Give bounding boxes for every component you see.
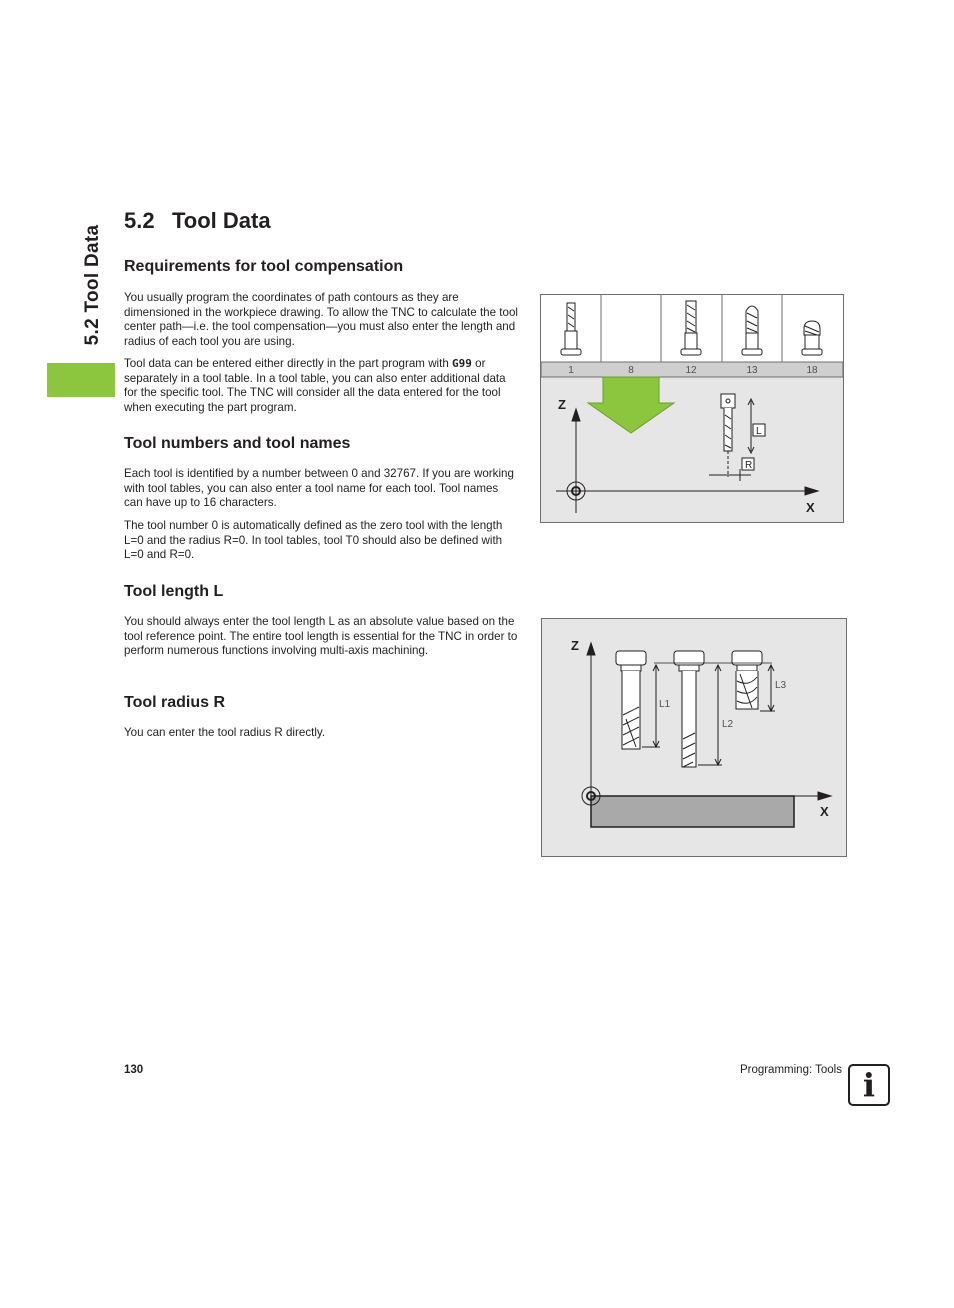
chapter-title-text: Tool Data <box>172 208 271 233</box>
dimension-l2-label: L2 <box>722 719 734 730</box>
tool-number-label-3: 12 <box>685 365 697 376</box>
paragraph-requirements-2-before: Tool data can be entered either directly in the part program with <box>124 357 453 370</box>
tool-number-label-1: 1 <box>568 365 574 376</box>
heading-tool-numbers: Tool numbers and tool names <box>124 435 351 452</box>
tool-number-label-5: 18 <box>806 365 818 376</box>
heading-tool-length: Tool length L <box>124 583 224 600</box>
sidebar-accent-bar <box>47 363 115 397</box>
sidebar-chapter-tab <box>78 212 108 357</box>
dimension-l3-label: L3 <box>775 680 787 691</box>
tool-call-arrow-icon <box>588 377 674 433</box>
axis-x-label-2: X <box>820 804 829 819</box>
info-icon <box>848 1064 890 1106</box>
paragraph-tool-radius-1: You can enter the tool radius R directly. <box>124 726 326 739</box>
dimension-l2 <box>698 665 722 765</box>
sidebar-tab-label: 5.2 Tool Data <box>82 224 103 345</box>
axis-z-label-2: Z <box>571 638 579 653</box>
tool-number-label-2: 8 <box>628 365 634 376</box>
chapter-number: 5.2 <box>124 208 155 233</box>
axis-z-label: Z <box>558 397 566 412</box>
heading-tool-radius: Tool radius R <box>124 694 226 711</box>
code-g99: G99 <box>452 357 472 370</box>
paragraph-requirements-2-after: or separately in a tool table. In a tool table, you can also enter additional data for the specific tool. The TNC will consider all the data entered for the tool when executing the part program. <box>124 357 506 414</box>
dimension-l1-label: L1 <box>659 699 671 710</box>
info-icon-glyph: i <box>862 1066 876 1104</box>
page-number: 130 <box>124 1064 144 1076</box>
workpiece-block <box>591 796 794 827</box>
paragraph-tool-numbers-1: Each tool is identified by a number between 0 and 32767. If you are working with tool tables, you can also enter a tool name for each tool. Tool names can have up to 16 characters. <box>124 467 514 509</box>
paragraph-tool-length-1: You should always enter the tool length L as an absolute value based on the tool reference point. The entire tool length is essential for the TNC in order to perform numerous functions involving multi-axis machining. <box>124 615 518 657</box>
paragraph-tool-numbers-2: The tool number 0 is automatically defined as the zero tool with the length L=0 and the radius R=0. In tool tables, tool T0 should also be defined with L=0 and R=0. <box>124 519 503 561</box>
radius-label: R <box>745 460 753 471</box>
dimension-l3 <box>760 665 775 711</box>
footer-chapter-title: Programming: Tools <box>739 1064 842 1076</box>
heading-requirements: Requirements for tool compensation <box>124 258 404 275</box>
tool-spiral-flute-icon <box>732 651 762 709</box>
length-label: L <box>756 426 762 437</box>
figure-tool-data <box>540 294 844 523</box>
paragraph-requirements-1: You usually program the coordinates of path contours as they are dimensioned in the workpiece drawing. To allow the TNC to calculate the tool center path—i.e. the tool compensation—you must also enter the length and radius of each tool you are using. <box>124 291 518 348</box>
tool-long-flute-icon <box>616 651 646 749</box>
chapter-title <box>124 208 271 234</box>
dimension-l1 <box>642 665 660 747</box>
tool-shank-flute-icon <box>674 651 704 767</box>
tool-number-label-4: 13 <box>746 365 758 376</box>
paragraph-requirements-2 <box>124 357 518 415</box>
magazine-tool-5-icon <box>802 321 822 355</box>
axis-x-label: X <box>806 500 815 515</box>
figure-tool-length <box>541 618 847 857</box>
coordinate-axes <box>556 409 818 513</box>
